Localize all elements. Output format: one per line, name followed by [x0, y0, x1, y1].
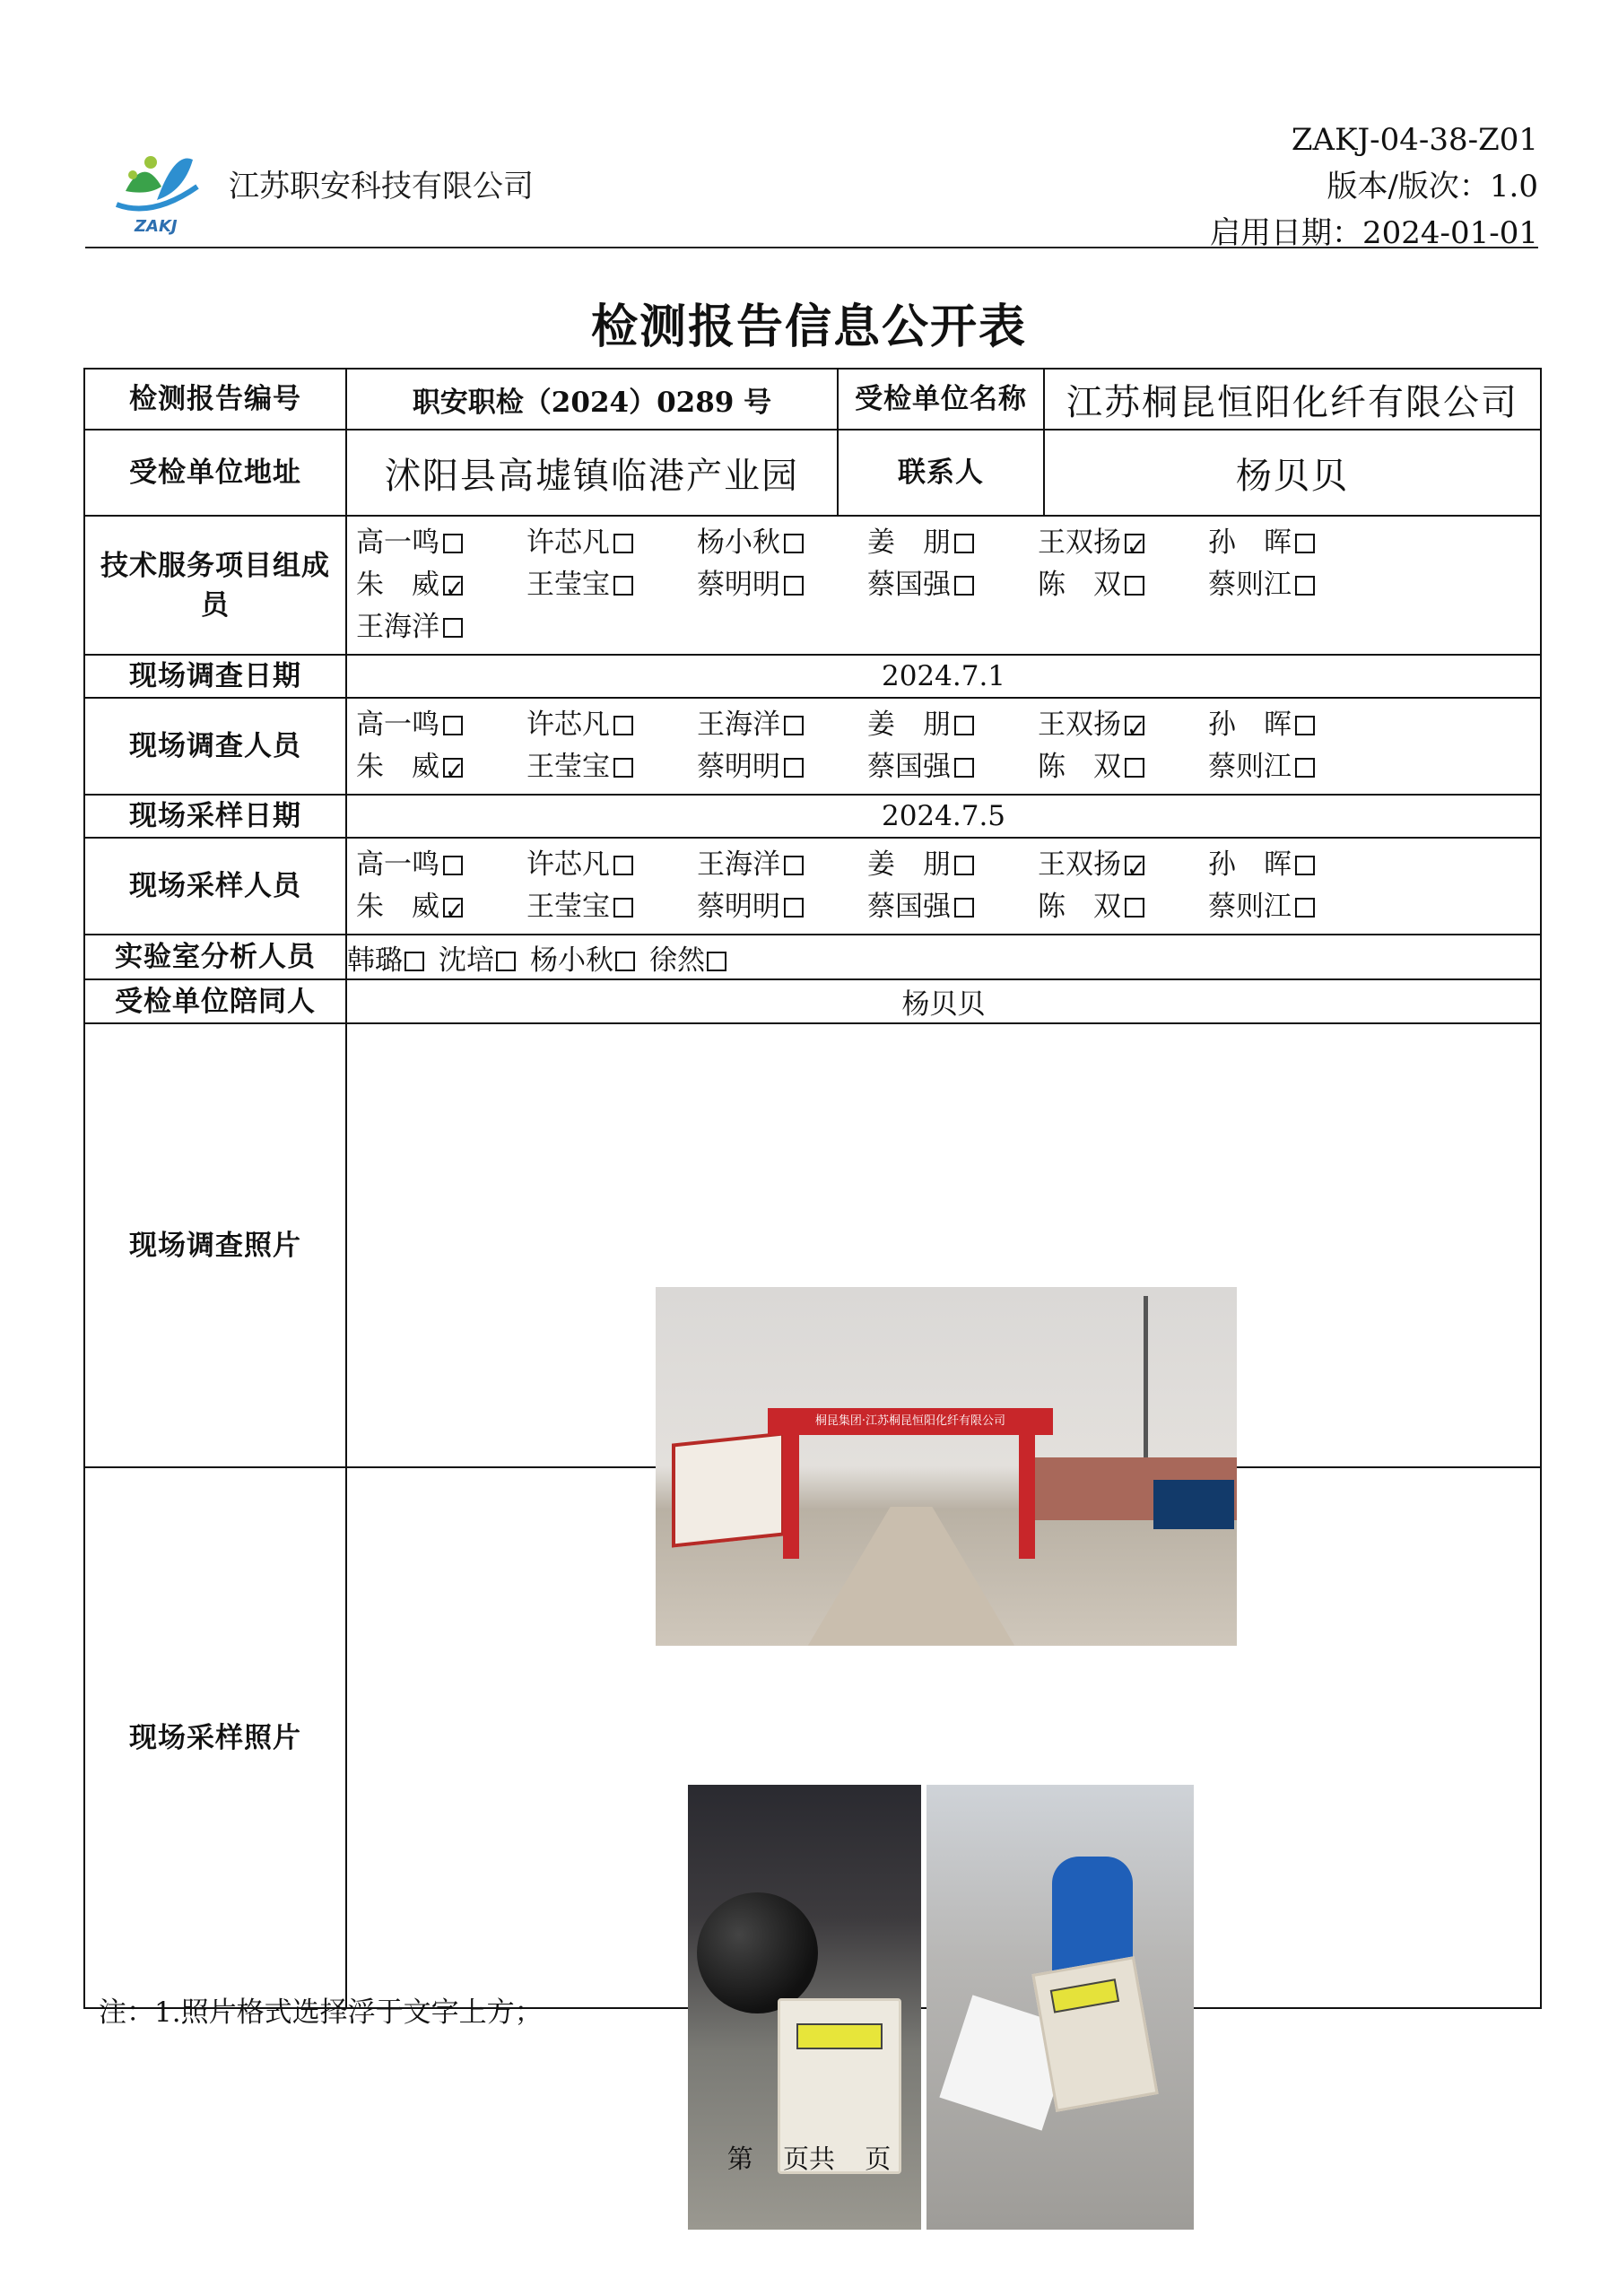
unit-address: 沭阳县高墟镇临港产业园 [346, 430, 838, 516]
staff-entry [526, 886, 697, 928]
staff-name: 陈 双 [1038, 569, 1121, 601]
report-no: 职安职检（2024）0289 号 [346, 369, 838, 430]
staff-name: 王海洋 [697, 848, 780, 881]
staff-entry [1038, 522, 1208, 564]
unit-name: 江苏桐昆恒阳化纤有限公司 [1044, 369, 1541, 430]
staff-name: 姜 朋 [867, 848, 951, 881]
unchecked-box-icon [1295, 534, 1315, 553]
contact-person: 杨贝贝 [1044, 430, 1541, 516]
unchecked-box-icon [613, 576, 633, 596]
staff-entry [356, 886, 526, 928]
unchecked-box-icon [1125, 898, 1144, 918]
unchecked-box-icon [1295, 856, 1315, 875]
staff-entry [867, 704, 1038, 746]
unchecked-box-icon [1295, 758, 1315, 778]
unchecked-box-icon [954, 898, 974, 918]
gate-sign: 桐昆集团·江苏桐昆恒阳化纤有限公司 [768, 1408, 1053, 1435]
staff-entry [526, 746, 697, 788]
sampling-photo-label: 现场采样照片 [84, 1467, 346, 2008]
staff-name: 许芯凡 [526, 526, 610, 559]
team-label: 技术服务项目组成员 [84, 516, 346, 655]
staff-entry [526, 564, 697, 606]
unchecked-box-icon [443, 618, 463, 638]
unchecked-box-icon [443, 716, 463, 735]
staff-entry [697, 746, 867, 788]
staff-name: 蔡则江 [1208, 751, 1292, 783]
page-title: 检测报告信息公开表 [590, 300, 1027, 354]
doc-code: ZAKJ-04-38-Z01 [1291, 122, 1538, 158]
survey-photo-cell [346, 1023, 1541, 1467]
gate-pillar-left [783, 1435, 799, 1559]
unchecked-box-icon [784, 898, 804, 918]
name-row [356, 704, 1540, 746]
checked-box-icon [443, 898, 463, 918]
staff-name: 王莹宝 [526, 891, 610, 923]
name-row [356, 564, 1540, 606]
staff-name: 孙 晖 [1208, 709, 1292, 741]
staff-name: 孙 晖 [1208, 526, 1292, 559]
staff-entry [1038, 564, 1208, 606]
staff-name: 蔡明明 [697, 569, 780, 601]
lab-staff [346, 935, 1541, 979]
staff-name: 王双扬 [1038, 709, 1121, 741]
staff-name: 王海洋 [697, 709, 780, 741]
unchecked-box-icon [784, 716, 804, 735]
survey-photo [656, 1287, 1237, 1646]
checked-box-icon [1125, 856, 1144, 875]
staff-entry [697, 704, 867, 746]
report-info-table [83, 368, 1542, 2009]
unchecked-box-icon [1295, 716, 1315, 735]
lab-staff-entry [530, 944, 635, 977]
staff-name: 蔡则江 [1208, 569, 1292, 601]
unchecked-box-icon [496, 952, 516, 971]
footer-page-mid: 页共 [782, 2144, 835, 2174]
sampling-staff [346, 838, 1541, 935]
unchecked-box-icon [707, 952, 726, 971]
unchecked-box-icon [1295, 576, 1315, 596]
unchecked-box-icon [784, 576, 804, 596]
staff-name: 蔡明明 [697, 751, 780, 783]
lab-staff-entry [347, 944, 424, 977]
staff-entry [697, 886, 867, 928]
team-members [346, 516, 1541, 655]
staff-entry [697, 564, 867, 606]
escort-person: 杨贝贝 [346, 979, 1541, 1023]
staff-name: 姜 朋 [867, 709, 951, 741]
footer-page-prefix: 第 [726, 2144, 753, 2174]
staff-entry [526, 844, 697, 886]
staff-entry [697, 844, 867, 886]
unchecked-box-icon [784, 534, 804, 553]
staff-entry [356, 606, 526, 648]
name-row [356, 522, 1540, 564]
led-screen [1153, 1480, 1234, 1529]
staff-entry [867, 564, 1038, 606]
staff-entry [1038, 704, 1208, 746]
address-label: 受检单位地址 [84, 430, 346, 516]
staff-entry [697, 522, 867, 564]
lab-staff-entry [649, 944, 726, 977]
staff-entry [1208, 564, 1379, 606]
staff-name: 王双扬 [1038, 526, 1121, 559]
unchecked-box-icon [1125, 576, 1144, 596]
staff-entry [867, 844, 1038, 886]
staff-name: 高一鸣 [356, 526, 439, 559]
unchecked-box-icon [1295, 898, 1315, 918]
unchecked-box-icon [954, 576, 974, 596]
staff-entry [867, 746, 1038, 788]
sampling-date-label: 现场采样日期 [84, 795, 346, 838]
staff-entry [1038, 844, 1208, 886]
staff-entry [1208, 746, 1379, 788]
unchecked-box-icon [784, 856, 804, 875]
staff-name: 朱 威 [356, 569, 439, 601]
checked-box-icon [443, 758, 463, 778]
unchecked-box-icon [613, 758, 633, 778]
staff-name: 杨小秋 [697, 526, 780, 559]
unchecked-box-icon [404, 952, 424, 971]
staff-name: 朱 威 [356, 751, 439, 783]
team-list [347, 517, 1540, 654]
staff-entry [356, 564, 526, 606]
staff-name: 蔡明明 [697, 891, 780, 923]
staff-name: 姜 朋 [867, 526, 951, 559]
unchecked-box-icon [954, 856, 974, 875]
staff-name: 王海洋 [356, 611, 439, 643]
lab-staff-name: 徐然 [649, 944, 705, 977]
logo-text: ZAKJ [135, 217, 178, 236]
name-row [356, 746, 1540, 788]
staff-name: 许芯凡 [526, 848, 610, 881]
footnote: 注：1.照片格式选择浮于文字上方； [99, 1996, 543, 2029]
checked-box-icon [443, 576, 463, 596]
staff-entry [1208, 522, 1379, 564]
staff-name: 朱 威 [356, 891, 439, 923]
unchecked-box-icon [954, 716, 974, 735]
staff-entry [526, 522, 697, 564]
unchecked-box-icon [613, 898, 633, 918]
unchecked-box-icon [443, 534, 463, 553]
staff-name: 蔡国强 [867, 751, 951, 783]
escort-label: 受检单位陪同人 [84, 979, 346, 1023]
staff-entry [356, 522, 526, 564]
unchecked-box-icon [613, 856, 633, 875]
survey-staff [346, 698, 1541, 795]
unchecked-box-icon [613, 716, 633, 735]
unchecked-box-icon [443, 856, 463, 875]
survey-staff-label: 现场调查人员 [84, 698, 346, 795]
page-header [85, 112, 1538, 251]
lab-staff-entry [439, 944, 516, 977]
unchecked-box-icon [613, 534, 633, 553]
lab-staff-name: 沈培 [439, 944, 494, 977]
staff-name: 王双扬 [1038, 848, 1121, 881]
billboard [672, 1431, 785, 1547]
lab-label: 实验室分析人员 [84, 935, 346, 979]
staff-entry [1038, 886, 1208, 928]
staff-entry [1208, 886, 1379, 928]
contact-label: 联系人 [838, 430, 1044, 516]
staff-name: 孙 晖 [1208, 848, 1292, 881]
staff-entry [1038, 746, 1208, 788]
checked-box-icon [1125, 716, 1144, 735]
staff-name: 蔡则江 [1208, 891, 1292, 923]
meter-display-2 [1050, 1979, 1119, 2013]
footer-page-suffix: 页 [865, 2144, 892, 2174]
gate-pillar-right [1019, 1435, 1035, 1559]
name-row [356, 606, 1540, 648]
sampling-staff-list [347, 839, 1540, 934]
staff-entry [867, 522, 1038, 564]
globe-thermometer [697, 1892, 818, 2013]
report-no-label: 检测报告编号 [84, 369, 346, 430]
unchecked-box-icon [1125, 758, 1144, 778]
staff-entry [867, 886, 1038, 928]
staff-entry [356, 704, 526, 746]
unit-name-label: 受检单位名称 [838, 369, 1044, 430]
company-logo [108, 137, 215, 236]
unchecked-box-icon [954, 534, 974, 553]
doc-start-date: 启用日期：2024-01-01 [1209, 215, 1538, 251]
staff-name: 高一鸣 [356, 848, 439, 881]
staff-entry [1208, 844, 1379, 886]
page-footer [0, 2139, 1618, 2176]
staff-name: 王莹宝 [526, 751, 610, 783]
staff-entry [356, 844, 526, 886]
sampling-staff-label: 现场采样人员 [84, 838, 346, 935]
staff-entry [356, 746, 526, 788]
name-row [356, 886, 1540, 928]
staff-entry [526, 704, 697, 746]
survey-date: 2024.7.1 [346, 655, 1541, 698]
company-name: 江苏职安科技有限公司 [229, 169, 534, 204]
lab-staff-name: 杨小秋 [530, 944, 613, 977]
staff-name: 蔡国强 [867, 891, 951, 923]
sampling-date: 2024.7.5 [346, 795, 1541, 838]
header-meta [1210, 117, 1538, 257]
unchecked-box-icon [954, 758, 974, 778]
meter-display [796, 2023, 883, 2049]
checked-box-icon [1125, 534, 1144, 553]
doc-version: 版本/版次：1.0 [1327, 169, 1538, 204]
unchecked-box-icon [615, 952, 635, 971]
staff-name: 王莹宝 [526, 569, 610, 601]
lab-staff-name: 韩璐 [347, 944, 403, 977]
staff-name: 蔡国强 [867, 569, 951, 601]
road [808, 1507, 1014, 1646]
staff-name: 高一鸣 [356, 709, 439, 741]
survey-date-label: 现场调查日期 [84, 655, 346, 698]
staff-name: 陈 双 [1038, 891, 1121, 923]
name-row [356, 844, 1540, 886]
survey-photo-label: 现场调查照片 [84, 1023, 346, 1467]
staff-entry [1208, 704, 1379, 746]
staff-name: 陈 双 [1038, 751, 1121, 783]
survey-staff-list [347, 699, 1540, 794]
unchecked-box-icon [784, 758, 804, 778]
staff-name: 许芯凡 [526, 709, 610, 741]
